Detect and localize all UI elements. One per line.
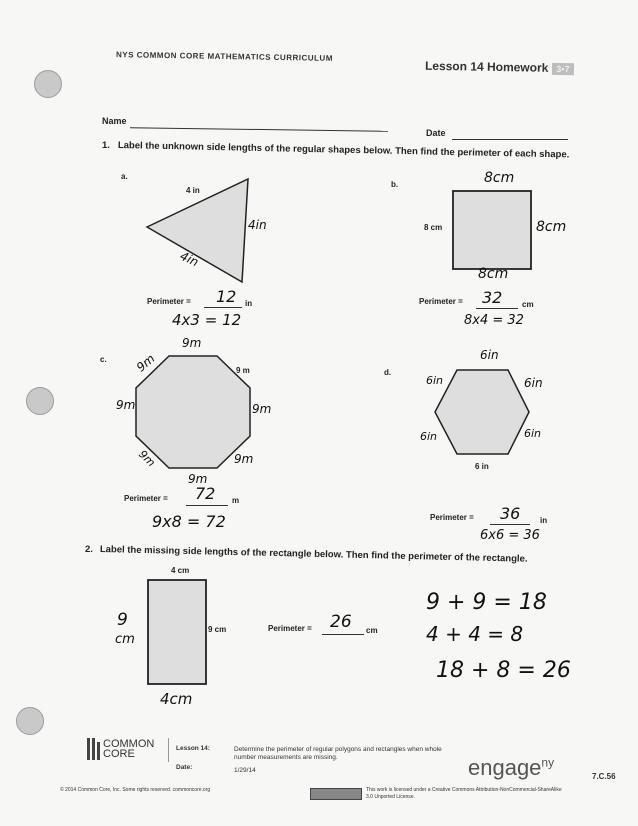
- footer-lesson-label: Lesson 14:: [176, 745, 210, 752]
- triangle-hw-side-bottom: 4in: [177, 248, 201, 270]
- octagon-hw-right: 9m: [252, 402, 272, 416]
- square-hw-top: 8cm: [484, 170, 515, 186]
- part-b-perimeter-label: Perimeter =: [419, 297, 463, 306]
- brand-line-2: CORE: [103, 748, 135, 760]
- binder-hole-bottom: [16, 707, 44, 735]
- q2-answer-line: [322, 634, 364, 635]
- name-label: Name: [102, 116, 127, 126]
- cc-license-badge: [310, 788, 362, 800]
- common-core-logo-bars: [87, 738, 101, 760]
- part-a-unit: in: [245, 299, 253, 308]
- part-b-unit: cm: [522, 300, 534, 309]
- part-d-answer: 36: [500, 504, 521, 523]
- triangle-figure: [140, 172, 270, 292]
- hexagon-hw-bottom-left: 6in: [420, 430, 438, 443]
- question-2-number: 2.: [85, 544, 93, 555]
- triangle-given-side: 4 in: [186, 186, 200, 195]
- hexagon-figure: [432, 366, 532, 458]
- hexagon-given-side: 6 in: [475, 462, 489, 471]
- date-field[interactable]: [452, 139, 568, 140]
- part-c-work: 9x8 = 72: [152, 512, 226, 531]
- rectangle-given-top: 4 cm: [171, 566, 190, 575]
- license-text: This work is licensed under a Creative Commons Attribution-NonCommercial-ShareAlike 3.0 Unported License.: [366, 787, 562, 800]
- hexagon-hw-top: 6in: [480, 348, 499, 362]
- footer-description: Determine the perimeter of regular polygons and rectangles when whole number measurements are missing.: [234, 746, 442, 761]
- part-b-work: 8x4 = 32: [464, 313, 524, 328]
- hexagon-hw-top-left: 6in: [426, 374, 444, 387]
- date-label: Date: [426, 128, 446, 138]
- part-c-perimeter-label: Perimeter =: [124, 494, 168, 503]
- lesson-title: [425, 59, 574, 76]
- footer-divider: [168, 738, 169, 762]
- q2-work-line-3: 18 + 8 = 26: [436, 658, 571, 683]
- engage-sup: ny: [541, 755, 555, 770]
- q2-answer: 26: [330, 612, 352, 632]
- q2-work-line-1: 9 + 9 = 18: [426, 590, 547, 615]
- part-c-letter: c.: [100, 355, 107, 364]
- rectangle-figure: [146, 578, 208, 686]
- square-hw-right: 8cm: [536, 219, 567, 235]
- part-d-work: 6x6 = 36: [480, 528, 540, 543]
- question-2-text: Label the missing side lengths of the rectangle below. Then find the perimeter of the rectangle.: [99, 544, 528, 565]
- part-a-work: 4x3 = 12: [172, 311, 242, 329]
- part-a-answer-line: [204, 307, 242, 308]
- q2-perimeter-label: Perimeter =: [268, 624, 312, 633]
- octagon-given-side: 9 m: [236, 366, 250, 375]
- part-d-perimeter-label: Perimeter =: [430, 513, 474, 522]
- lesson-title-text: Lesson 14 Homework: [424, 58, 549, 75]
- brand-line-1: COMMON: [103, 738, 155, 750]
- part-a-letter: a.: [121, 172, 128, 181]
- octagon-hw-top: 9m: [182, 336, 202, 350]
- part-a-answer: 12: [216, 287, 237, 306]
- hexagon-hw-bottom-right: 6in: [524, 427, 542, 440]
- triangle-hw-side-right: 4in: [248, 218, 267, 232]
- square-figure: [450, 188, 534, 272]
- part-d-unit: in: [540, 516, 548, 525]
- square-given-side: 8 cm: [424, 223, 443, 232]
- question-1-text: Label the unknown side lengths of the regular shapes below. Then find the perimeter of each shape.: [117, 140, 570, 161]
- engageny-logo: [468, 755, 554, 781]
- curriculum-header: NYS COMMON CORE MATHEMATICS CURRICULUM: [115, 50, 333, 63]
- part-b-answer-line: [476, 308, 518, 309]
- rectangle-hw-left: 9: [117, 610, 128, 630]
- name-field[interactable]: [130, 127, 388, 132]
- hexagon-hw-top-right: 6in: [524, 376, 543, 390]
- octagon-hw-top-left: 9m: [133, 351, 158, 375]
- page-code: 7.C.56: [592, 772, 616, 781]
- octagon-hw-left: 9m: [116, 398, 136, 412]
- part-b-letter: b.: [391, 180, 399, 189]
- rectangle-hw-bottom: 4cm: [160, 690, 193, 708]
- common-core-brand: [103, 739, 154, 759]
- part-c-answer-line: [186, 505, 228, 506]
- octagon-hw-bottom-left: 9m: [135, 447, 158, 470]
- q2-work-line-2: 4 + 4 = 8: [426, 622, 524, 646]
- part-a-perimeter-label: Perimeter =: [147, 297, 191, 306]
- part-c-answer: 72: [195, 484, 216, 503]
- lesson-tag: 3•7: [552, 63, 573, 75]
- binder-hole-top: [34, 70, 62, 98]
- rectangle-given-right: 9 cm: [208, 625, 227, 634]
- rectangle-hw-left-unit: cm: [115, 632, 135, 647]
- question-1-number: 1.: [102, 140, 110, 151]
- part-d-answer-line: [490, 524, 530, 525]
- copyright: © 2014 Common Core, Inc. Some rights reserved. commoncore.org: [60, 787, 211, 793]
- octagon-hw-bottom-right: 9m: [234, 452, 254, 466]
- binder-hole-middle: [26, 387, 54, 415]
- footer-date-label: Date:: [176, 764, 193, 771]
- octagon-hw-bottom: 9m: [188, 472, 208, 486]
- part-b-answer: 32: [482, 288, 503, 307]
- engage-text: engage: [468, 755, 542, 780]
- q2-unit: cm: [366, 626, 378, 635]
- square-hw-bottom: 8cm: [478, 266, 509, 282]
- part-d-letter: d.: [384, 368, 392, 377]
- part-c-unit: m: [232, 496, 240, 505]
- footer-date: 1/29/14: [234, 767, 256, 774]
